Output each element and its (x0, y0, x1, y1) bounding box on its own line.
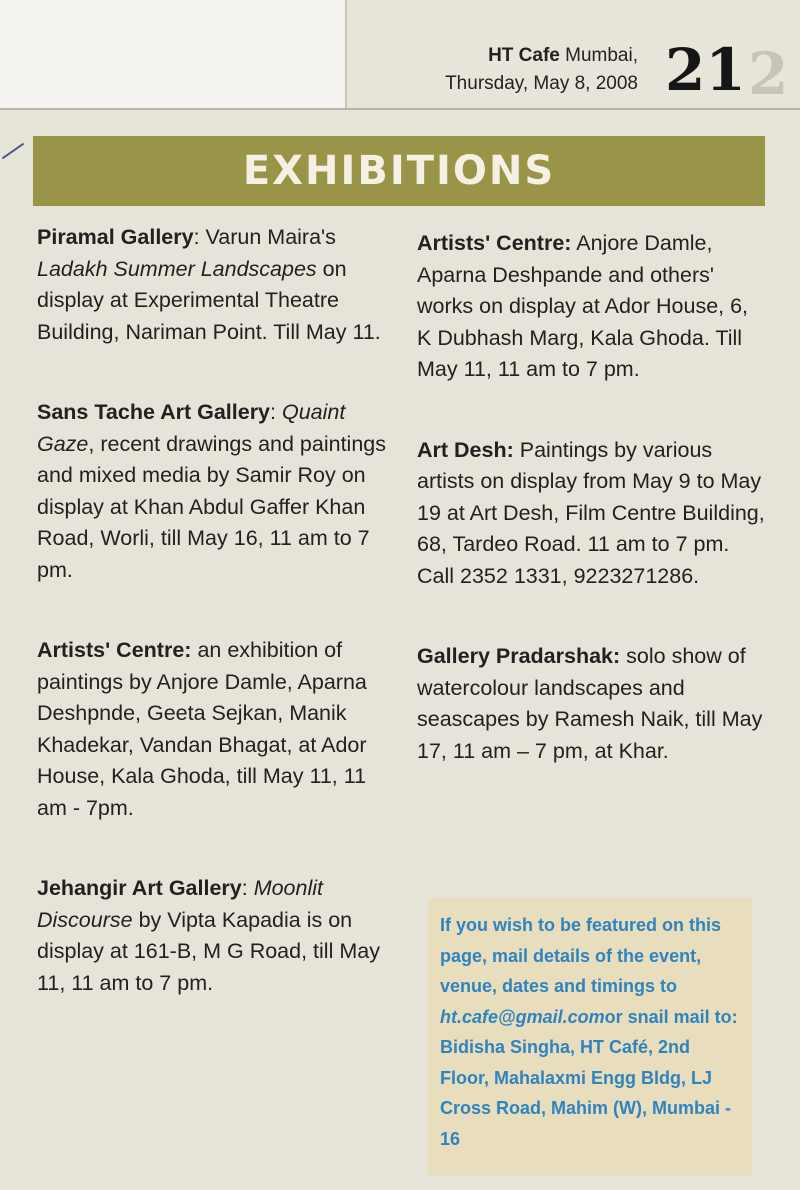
issue-date: Thursday, May 8, 2008 (445, 73, 638, 94)
contact-email: ht.cafe@gmail.com (440, 1006, 605, 1027)
city-name: Mumbai, (565, 45, 638, 66)
listing-gallery-pradarshak (417, 641, 767, 767)
listing-name: Artists' Centre: (417, 231, 572, 255)
listing-separator: : (270, 400, 282, 424)
listing-text: , recent drawings and paintings and mixed media by Samir Roy on display at Khan Abdul Gaffer Khan Road, Worli, till May 16, 11 am to 7 pm. (37, 431, 386, 582)
listing-jehangir (37, 873, 397, 999)
masthead-line-1 (380, 42, 638, 70)
bleed-through-digit: 2 (748, 40, 789, 108)
listing-artists-centre-works (417, 228, 767, 386)
clipping-divider (0, 108, 800, 110)
clipping-edge (345, 0, 347, 110)
listing-work-title: Quaint Gaze (37, 400, 346, 456)
listing-art-desh (417, 435, 767, 593)
listing-text: an exhibition of paintings by Anjore Damle, Aparna Deshpnde, Geeta Sejkan, Manik Khadekar, Vandan Bhagat, at Ador House, Kala Ghoda, till May 11, 11 am - 7pm. (37, 638, 367, 820)
section-banner (33, 136, 765, 206)
listing-work-title: Ladakh Summer Landscapes (37, 256, 317, 281)
listing-sans-tache (37, 397, 397, 586)
listing-separator: : (241, 876, 254, 900)
listing-text: Varun Maira's (205, 225, 336, 249)
right-column (417, 228, 767, 816)
listing-name: Jehangir Art Gallery (37, 876, 242, 900)
listing-text: by Vipta Kapadia is on display at 161-B, M G Road, till May 11, 11 am to 7 pm. (37, 907, 380, 995)
listing-name: Sans Tache Art Gallery (37, 400, 271, 424)
listing-text: Anjore Damle, Aparna Deshpande and others' works on display at Ador House, 6, K Dubhash Marg, Kala Ghoda. Till May 11, 11 am to 7 pm. (417, 231, 749, 381)
listing-text: Paintings by various artists on display from May 9 to May 19 at Art Desh, Film Centre Building, 68, Tardeo Road. 11 am to 7 pm. Call 2352 1331, 9223271286. (417, 437, 765, 588)
listing-name: Art Desh: (417, 437, 514, 462)
masthead (380, 42, 638, 98)
feature-info-text (440, 910, 740, 1154)
listing-separator: : (193, 225, 206, 249)
page-number: 21 (665, 36, 746, 104)
feature-intro: If you wish to be featured on this page, mail details of the event, venue, dates and timings to (440, 915, 722, 996)
listing-text: on display at Experimental Theatre Building, Nariman Point. Till May 11. (37, 256, 381, 344)
listing-name: Artists' Centre: (37, 638, 192, 662)
listing-artists-centre-exhibition (37, 635, 397, 824)
listing-piramal-gallery (37, 222, 397, 348)
section-title: EXHIBITIONS (242, 148, 556, 194)
left-column (37, 222, 397, 1048)
listing-name: Gallery Pradarshak: (417, 644, 621, 668)
listing-text: solo show of watercolour landscapes and seascapes by Ramesh Naik, till May 17, 11 am – 7 pm, at Khar. (417, 644, 763, 763)
listing-work-title: Moonlit Discourse (37, 876, 323, 932)
listing-name: Piramal Gallery (37, 225, 194, 249)
postal-address: or snail mail to: Bidisha Singha, HT Café, 2nd Floor, Mahalaxmi Engg Bldg, LJ Cross Road, Mahim (W), Mumbai - 16 (440, 1006, 738, 1149)
top-left-background (0, 0, 345, 110)
brand-name: HT Cafe (488, 45, 560, 66)
